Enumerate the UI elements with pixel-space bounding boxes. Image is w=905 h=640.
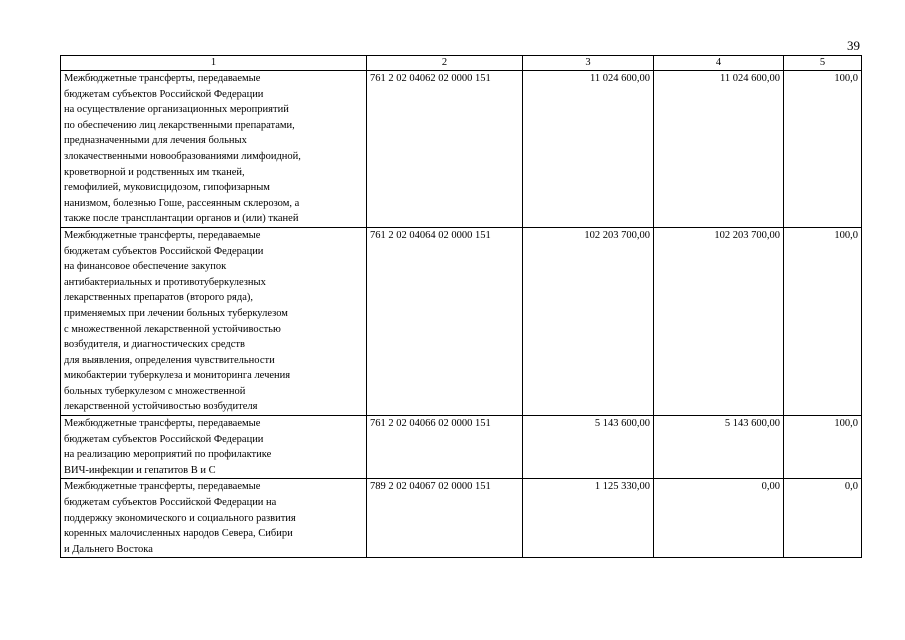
column-header-3: 3 (523, 56, 654, 71)
row-value-col3: 11 024 600,00 (523, 71, 654, 228)
table-row (61, 416, 862, 479)
row-name: Межбюджетные трансферты, передаваемые бюджетам субъектов Российской Федерации на осуществление организационных мероприятий по обеспечению лиц лекарственными препаратами, предназначенными для лечения больных злокачественными новообразованиями лимфоидной, кроветворной и родственных им тканей, гемофилией, муковисцидозом, гипофизарным нанизмом, болезнью Гоше, рассеянным склерозом, а также после трансплантации органов и (или) тканей (61, 71, 367, 228)
row-name: Межбюджетные трансферты, передаваемые бюджетам субъектов Российской Федерации на финансовое обеспечение закупок антибактериальных и противотуберкулезных лекарственных препаратов (второго ряда), применяемых при лечении больных туберкулезом с множественной лекарственной устойчивостью возбудителя, и диагностических средств для выявления, определения чувствительности микобактерии туберкулеза и мониторинга лечения больных туберкулезом с множественной лекарственной устойчивостью возбудителя (61, 227, 367, 415)
column-header-4: 4 (654, 56, 784, 71)
budget-table (60, 55, 862, 558)
row-value-col5: 100,0 (784, 71, 862, 228)
row-value-col4: 102 203 700,00 (654, 227, 784, 415)
row-value-col5: 100,0 (784, 227, 862, 415)
column-header-5: 5 (784, 56, 862, 71)
row-value-col3: 102 203 700,00 (523, 227, 654, 415)
table-row (61, 71, 862, 228)
row-value-col5: 0,0 (784, 479, 862, 558)
row-name: Межбюджетные трансферты, передаваемые бюджетам субъектов Российской Федерации на реализацию мероприятий по профилактике ВИЧ-инфекции и гепатитов В и С (61, 416, 367, 479)
column-header-2: 2 (367, 56, 523, 71)
row-code: 789 2 02 04067 02 0000 151 (367, 479, 523, 558)
row-code: 761 2 02 04064 02 0000 151 (367, 227, 523, 415)
row-value-col5: 100,0 (784, 416, 862, 479)
table-row (61, 227, 862, 415)
row-value-col3: 5 143 600,00 (523, 416, 654, 479)
row-value-col4: 0,00 (654, 479, 784, 558)
header-row (61, 56, 862, 71)
row-name: Межбюджетные трансферты, передаваемые бюджетам субъектов Российской Федерации на поддержку экономического и социального развития коренных малочисленных народов Севера, Сибири и Дальнего Востока (61, 479, 367, 558)
page-number: 39 (847, 38, 860, 53)
table-row (61, 479, 862, 558)
row-value-col4: 11 024 600,00 (654, 71, 784, 228)
column-header-1: 1 (61, 56, 367, 71)
row-code: 761 2 02 04066 02 0000 151 (367, 416, 523, 479)
row-code: 761 2 02 04062 02 0000 151 (367, 71, 523, 228)
row-value-col3: 1 125 330,00 (523, 479, 654, 558)
row-value-col4: 5 143 600,00 (654, 416, 784, 479)
